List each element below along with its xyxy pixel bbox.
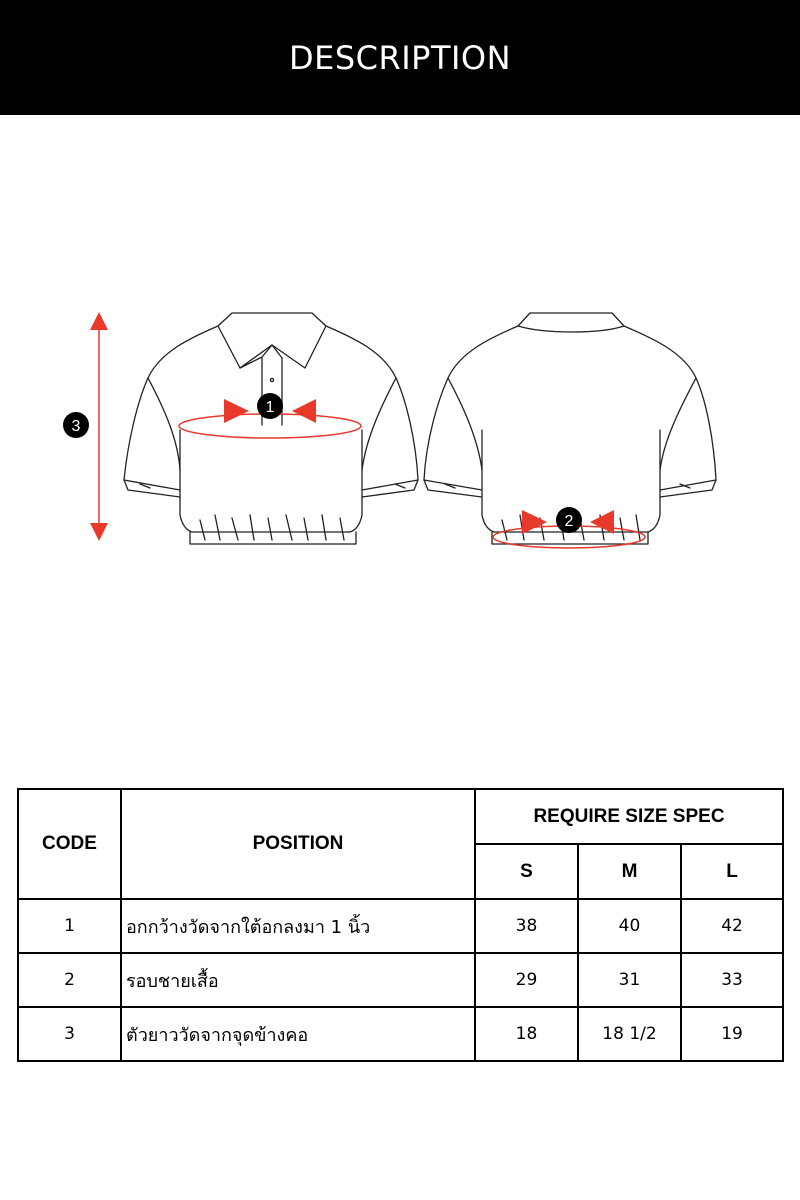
table-row <box>18 953 783 1007</box>
page-title: DESCRIPTION <box>288 38 512 77</box>
size-header-s: S <box>475 844 578 899</box>
row-value-l: 19 <box>681 1007 783 1061</box>
table-row <box>18 899 783 953</box>
svg-text:3: 3 <box>71 418 81 435</box>
position-header: POSITION <box>121 789 475 899</box>
marker-3 <box>63 412 89 438</box>
row-value-l: 42 <box>681 899 783 953</box>
chest-arrow-left-icon <box>224 399 249 423</box>
row-value-m: 40 <box>578 899 681 953</box>
hem-arrow-left-icon <box>522 510 547 534</box>
front-shirt-sketch <box>124 313 418 544</box>
row-code: 2 <box>18 953 121 1007</box>
row-position: รอบชายเสื้อ <box>121 953 475 1007</box>
row-value-s: 18 <box>475 1007 578 1061</box>
row-code: 3 <box>18 1007 121 1061</box>
chest-arrow-right-icon <box>292 399 316 423</box>
svg-text:1: 1 <box>265 399 275 416</box>
row-value-m: 18 1/2 <box>578 1007 681 1061</box>
size-header-l: L <box>681 844 783 899</box>
row-value-s: 38 <box>475 899 578 953</box>
row-position: อกกว้างวัดจากใต้อกลงมา 1 นิ้ว <box>121 899 475 953</box>
spec-header: REQUIRE SIZE SPEC <box>475 789 783 844</box>
row-value-s: 29 <box>475 953 578 1007</box>
marker-2 <box>556 507 582 533</box>
row-value-m: 31 <box>578 953 681 1007</box>
length-arrow-bottom-icon <box>90 523 108 541</box>
length-arrow-top-icon <box>90 312 108 330</box>
marker-1 <box>257 393 283 419</box>
row-position: ตัวยาววัดจากจุดข้างคอ <box>121 1007 475 1061</box>
code-header: CODE <box>18 789 121 899</box>
row-value-l: 33 <box>681 953 783 1007</box>
table-row <box>18 1007 783 1061</box>
header-bar <box>0 0 800 115</box>
svg-text:2: 2 <box>564 513 574 530</box>
garment-diagram <box>0 290 800 570</box>
row-code: 1 <box>18 899 121 953</box>
size-header-m: M <box>578 844 681 899</box>
size-spec-table <box>17 788 784 1062</box>
